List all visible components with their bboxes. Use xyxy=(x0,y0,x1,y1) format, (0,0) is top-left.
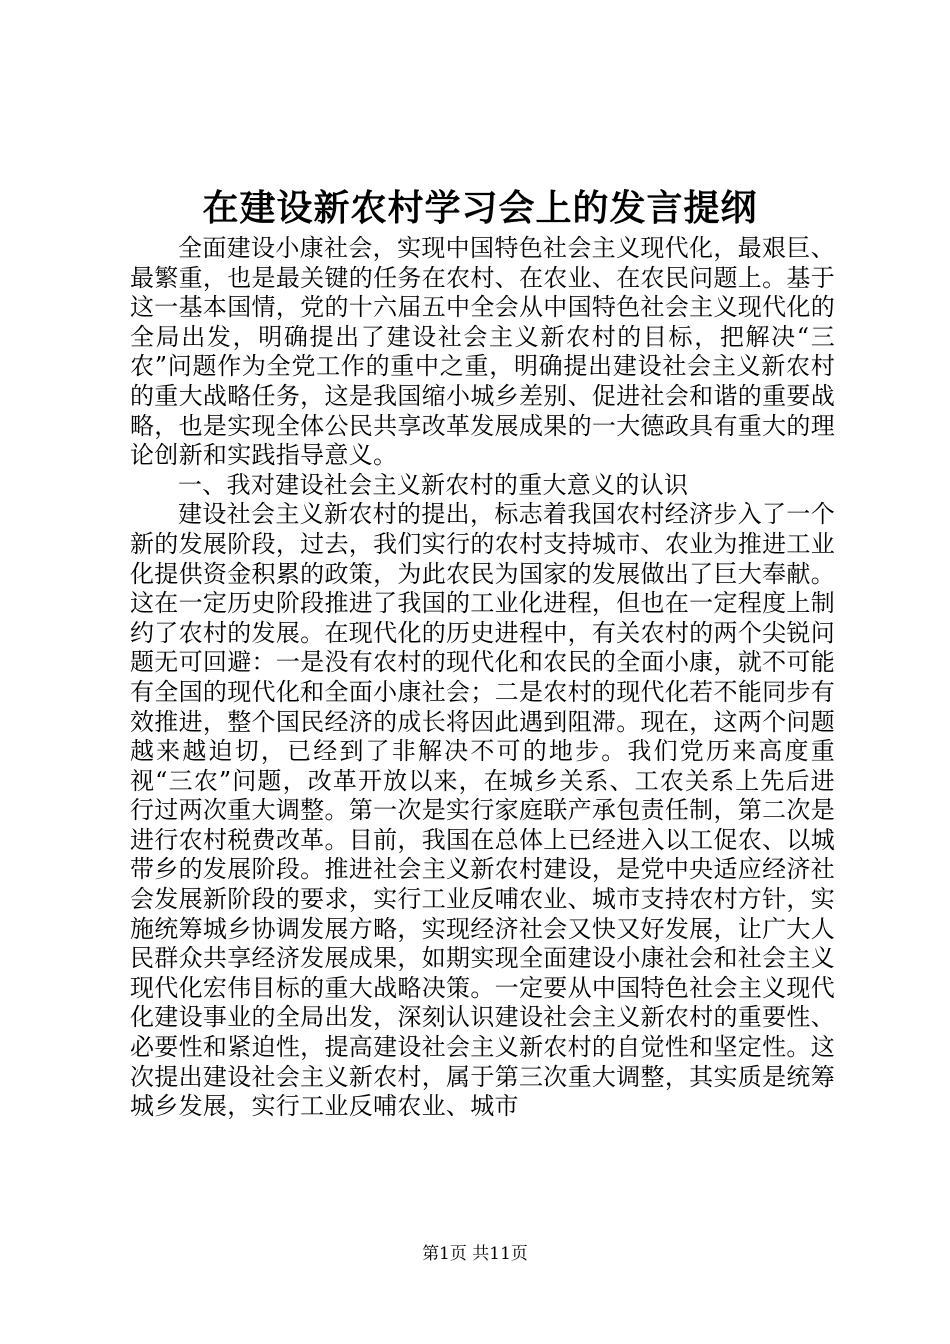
section-heading: 一、我对建设社会主义新农村的重大意义的认识 xyxy=(178,470,689,499)
paragraph-intro: 全面建设小康社会，实现中国特色社会主义现代化，最艰巨、最繁重，也是最关键的任务在农村、在农业、在农民问题上。基于这一基本国情，党的十六届五中全会从中国特色社会主义现代化的全局出发，明确提出了建设社会主义新农村的目标，把解决“三农”问题作为全党工作的重中之重，明确提出建设社会主义新农村的重大战略任务，这是我国缩小城乡差别、促进社会和谐的重要战略，也是实现全体公民共享改革发展成果的一大德政具有重大的理论创新和实践指导意义。 xyxy=(130,234,835,470)
document-body xyxy=(130,234,835,1122)
paragraph-significance: 建设社会主义新农村的提出，标志着我国农村经济步入了一个新的发展阶段，过去，我们实行的农村支持城市、农业为推进工业化提供资金积累的政策，为此农民为国家的发展做出了巨大奉献。这在一定历史阶段推进了我国的工业化进程，但也在一定程度上制约了农村的发展。在现代化的历史进程中，有关农村的两个尖锐问题无可回避：一是没有农村的现代化和农民的全面小康，就不可能有全国的现代化和全面小康社会；二是农村的现代化若不能同步有效推进，整个国民经济的成长将因此遇到阻滞。现在，这两个问题越来越迫切，已经到了非解决不可的地步。我们党历来高度重视“三农”问题，改革开放以来，在城乡关系、工农关系上先后进行过两次重大调整。第一次是实行家庭联产承包责任制，第二次是进行农村税费改革。目前，我国在总体上已经进入以工促农、以城带乡的发展阶段。推进社会主义新农村建设，是党中央适应经济社会发展新阶段的要求，实行工业反哺农业、城市支持农村方针，实施统筹城乡协调发展方略，实现经济社会又快又好发展，让广大人民群众共享经济发展成果，如期实现全面建设小康社会和社会主义现代化宏伟目标的重大战略决策。一定要从中国特色社会主义现代化建设事业的全局出发，深刻认识建设社会主义新农村的重要性、必要性和紧迫性，提高建设社会主义新农村的自觉性和坚定性。这次提出建设社会主义新农村，属于第三次重大调整，其实质是统筹城乡发展，实行工业反哺农业、城市 xyxy=(130,500,835,1121)
page-footer: 第1页 共11页 xyxy=(422,1244,528,1264)
document-title: 在建设新农村学习会上的发言提纲 xyxy=(202,187,758,229)
